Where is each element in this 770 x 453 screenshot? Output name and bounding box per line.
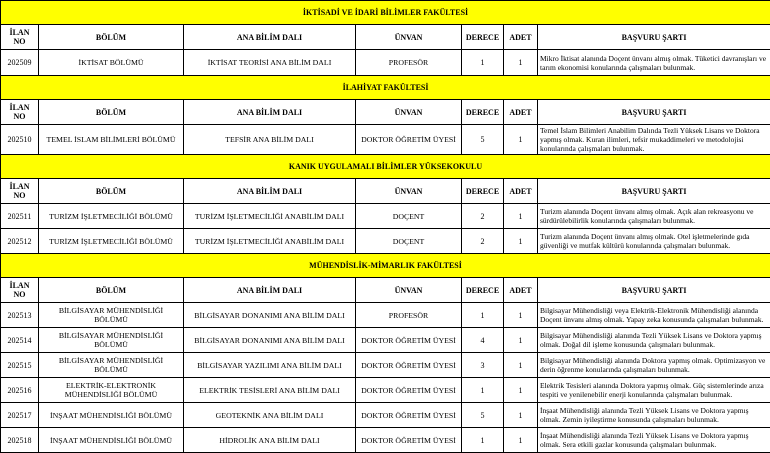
header-ana-bilim-dali: ANA BİLİM DALI: [184, 179, 356, 204]
adet-cell: 1: [504, 229, 538, 254]
unvan-cell: PROFESÖR: [356, 303, 462, 328]
derece-cell: 2: [462, 204, 504, 229]
ana-bilim-dali-cell: TURİZM İŞLETMECİLİĞİ ANABİLİM DALI: [184, 229, 356, 254]
column-header-row: [1, 100, 770, 125]
basvuru-sarti-cell: Temel İslam Bilimleri Anabilim Dalında Tezli Yüksek Lisans ve Doktora yapmış olmak. Kuran ilimleri, tefsir mukaddimeleri ve metodolojisi konularında çalışmaları bulunmak.: [538, 125, 770, 155]
adet-cell: 1: [504, 353, 538, 378]
ilan-no-cell: 202515: [1, 353, 39, 378]
ana-bilim-dali-cell: TEFSİR ANA BİLİM DALI: [184, 125, 356, 155]
table-row: [1, 403, 770, 428]
header-derece: DERECE: [462, 179, 504, 204]
derece-cell: 1: [462, 303, 504, 328]
header-ilan-no: İLAN NO: [1, 100, 39, 125]
header-bolum: BÖLÜM: [39, 25, 184, 50]
header-basvuru-sarti: BAŞVURU ŞARTI: [538, 278, 770, 303]
header-basvuru-sarti: BAŞVURU ŞARTI: [538, 25, 770, 50]
ilan-no-cell: 202511: [1, 204, 39, 229]
table-row: [1, 204, 770, 229]
basvuru-sarti-cell: Turizm alanında Doçent ünvanı almış olmak. Açık alan rekreasyonu ve sürdürülebilirlik konularında çalışmaları bulunmak.: [538, 204, 770, 229]
ana-bilim-dali-cell: GEOTEKNİK ANA BİLİM DALI: [184, 403, 356, 428]
header-adet: ADET: [504, 25, 538, 50]
unvan-cell: DOÇENT: [356, 204, 462, 229]
faculty-title: İKTİSADİ VE İDARİ BİLİMLER FAKÜLTESİ: [1, 1, 770, 25]
derece-cell: 5: [462, 403, 504, 428]
unvan-cell: DOKTOR ÖĞRETİM ÜYESİ: [356, 353, 462, 378]
ana-bilim-dali-cell: HİDROLİK ANA BİLİM DALI: [184, 428, 356, 453]
column-header-row: [1, 278, 770, 303]
table-row: [1, 229, 770, 254]
unvan-cell: DOKTOR ÖĞRETİM ÜYESİ: [356, 125, 462, 155]
header-basvuru-sarti: BAŞVURU ŞARTI: [538, 100, 770, 125]
basvuru-sarti-cell: İnşaat Mühendisliği alanında Tezli Yüksek Lisans ve Doktora yapmış olmak. Sera etkili gazlar konusunda çalışmaları bulunmak.: [538, 428, 770, 453]
ana-bilim-dali-cell: ELEKTRİK TESİSLERİ ANA BİLİM DALI: [184, 378, 356, 403]
adet-cell: 1: [504, 50, 538, 76]
ilan-no-cell: 202512: [1, 229, 39, 254]
adet-cell: 1: [504, 204, 538, 229]
header-derece: DERECE: [462, 25, 504, 50]
unvan-cell: DOKTOR ÖĞRETİM ÜYESİ: [356, 328, 462, 353]
header-unvan: ÜNVAN: [356, 100, 462, 125]
bolum-cell: BİLGİSAYAR MÜHENDİSLİĞİ BÖLÜMÜ: [39, 303, 184, 328]
basvuru-sarti-cell: Bilgisayar Mühendisliği alanında Tezli Yüksek Lisans ve Doktora yapmış olmak. Doğal dil işleme konusunda çalışmaları bulunmak.: [538, 328, 770, 353]
unvan-cell: DOKTOR ÖĞRETİM ÜYESİ: [356, 378, 462, 403]
bolum-cell: TEMEL İSLAM BİLİMLERİ BÖLÜMÜ: [39, 125, 184, 155]
ana-bilim-dali-cell: BİLGİSAYAR DONANIMI ANA BİLİM DALI: [184, 328, 356, 353]
ana-bilim-dali-cell: BİLGİSAYAR YAZILIMI ANA BİLİM DALI: [184, 353, 356, 378]
column-header-row: [1, 179, 770, 204]
bolum-cell: İKTİSAT BÖLÜMÜ: [39, 50, 184, 76]
ilan-no-cell: 202516: [1, 378, 39, 403]
bolum-cell: BİLGİSAYAR MÜHENDİSLİĞİ BÖLÜMÜ: [39, 328, 184, 353]
ilan-no-cell: 202517: [1, 403, 39, 428]
derece-cell: 4: [462, 328, 504, 353]
basvuru-sarti-cell: Bilgisayar Mühendisliği alanında Doktora yapmış olmak. Optimizasyon ve derin öğrenme konularında çalışmaları bulunmak.: [538, 353, 770, 378]
ilan-no-cell: 202509: [1, 50, 39, 76]
derece-cell: 3: [462, 353, 504, 378]
header-adet: ADET: [504, 100, 538, 125]
derece-cell: 1: [462, 378, 504, 403]
derece-cell: 2: [462, 229, 504, 254]
table-row: [1, 125, 770, 155]
basvuru-sarti-cell: Mikro İktisat alanında Doçent ünvanı almış olmak. Tüketici davranışları ve tarım ekonomisi konularında çalışmaları bulunmak.: [538, 50, 770, 76]
faculty-header: [1, 155, 770, 179]
faculty-header: [1, 76, 770, 100]
bolum-cell: TURİZM İŞLETMECİLİĞİ BÖLÜMÜ: [39, 229, 184, 254]
table-row: [1, 353, 770, 378]
header-unvan: ÜNVAN: [356, 25, 462, 50]
basvuru-sarti-cell: Turizm alanında Doçent ünvanı almış olmak. Otel işletmelerinde gıda güvenliği ve mutfak kültürü konularında çalışmaları bulunmak.: [538, 229, 770, 254]
header-derece: DERECE: [462, 278, 504, 303]
bolum-cell: İNŞAAT MÜHENDİSLİĞİ BÖLÜMÜ: [39, 403, 184, 428]
ilan-no-cell: 202518: [1, 428, 39, 453]
adet-cell: 1: [504, 378, 538, 403]
unvan-cell: PROFESÖR: [356, 50, 462, 76]
basvuru-sarti-cell: Elektrik Tesisleri alanında Doktora yapmış olmak. Güç sistemlerinde arıza tespiti ve yenilenebilir enerji konularında çalışmaları bulunmak.: [538, 378, 770, 403]
table-row: [1, 50, 770, 76]
faculty-header: [1, 254, 770, 278]
bolum-cell: İNŞAAT MÜHENDİSLİĞİ BÖLÜMÜ: [39, 428, 184, 453]
header-ana-bilim-dali: ANA BİLİM DALI: [184, 278, 356, 303]
header-ilan-no: İLAN NO: [1, 179, 39, 204]
faculty-title: KANIK UYGULAMALI BİLİMLER YÜKSEKOKULU: [1, 155, 770, 179]
adet-cell: 1: [504, 303, 538, 328]
ana-bilim-dali-cell: TURİZM İŞLETMECİLİĞİ ANABİLİM DALI: [184, 204, 356, 229]
header-ana-bilim-dali: ANA BİLİM DALI: [184, 25, 356, 50]
adet-cell: 1: [504, 403, 538, 428]
faculty-header: [1, 1, 770, 25]
ana-bilim-dali-cell: İKTİSAT TEORİSİ ANA BİLİM DALI: [184, 50, 356, 76]
header-unvan: ÜNVAN: [356, 179, 462, 204]
unvan-cell: DOKTOR ÖĞRETİM ÜYESİ: [356, 428, 462, 453]
table-row: [1, 378, 770, 403]
table-row: [1, 328, 770, 353]
header-ana-bilim-dali: ANA BİLİM DALI: [184, 100, 356, 125]
header-bolum: BÖLÜM: [39, 100, 184, 125]
basvuru-sarti-cell: İnşaat Mühendisliği alanında Tezli Yüksek Lisans ve Doktora yapmış olmak. Zemin iyileştirme konusunda çalışmaları bulunmak.: [538, 403, 770, 428]
derece-cell: 5: [462, 125, 504, 155]
faculty-title: İLAHİYAT FAKÜLTESİ: [1, 76, 770, 100]
adet-cell: 1: [504, 428, 538, 453]
header-bolum: BÖLÜM: [39, 278, 184, 303]
basvuru-sarti-cell: Bilgisayar Mühendisliği veya Elektrik-Elektronik Mühendisliği alanında Doçent ünvanı almış olmak. Yapay zeka konusunda çalışmaları bulunmak.: [538, 303, 770, 328]
header-adet: ADET: [504, 278, 538, 303]
unvan-cell: DOKTOR ÖĞRETİM ÜYESİ: [356, 403, 462, 428]
table-row: [1, 428, 770, 453]
derece-cell: 1: [462, 50, 504, 76]
ilan-no-cell: 202513: [1, 303, 39, 328]
adet-cell: 1: [504, 328, 538, 353]
header-unvan: ÜNVAN: [356, 278, 462, 303]
unvan-cell: DOÇENT: [356, 229, 462, 254]
header-bolum: BÖLÜM: [39, 179, 184, 204]
column-header-row: [1, 25, 770, 50]
table-row: [1, 303, 770, 328]
header-adet: ADET: [504, 179, 538, 204]
ana-bilim-dali-cell: BİLGİSAYAR DONANIMI ANA BİLİM DALI: [184, 303, 356, 328]
ilan-no-cell: 202514: [1, 328, 39, 353]
ilan-no-cell: 202510: [1, 125, 39, 155]
bolum-cell: TURİZM İŞLETMECİLİĞİ BÖLÜMÜ: [39, 204, 184, 229]
bolum-cell: ELEKTRİK-ELEKTRONİK MÜHENDİSLİĞİ BÖLÜMÜ: [39, 378, 184, 403]
derece-cell: 1: [462, 428, 504, 453]
header-derece: DERECE: [462, 100, 504, 125]
adet-cell: 1: [504, 125, 538, 155]
faculty-title: MÜHENDİSLİK-MİMARLIK FAKÜLTESİ: [1, 254, 770, 278]
header-ilan-no: İLAN NO: [1, 25, 39, 50]
header-ilan-no: İLAN NO: [1, 278, 39, 303]
bolum-cell: BİLGİSAYAR MÜHENDİSLİĞİ BÖLÜMÜ: [39, 353, 184, 378]
header-basvuru-sarti: BAŞVURU ŞARTI: [538, 179, 770, 204]
